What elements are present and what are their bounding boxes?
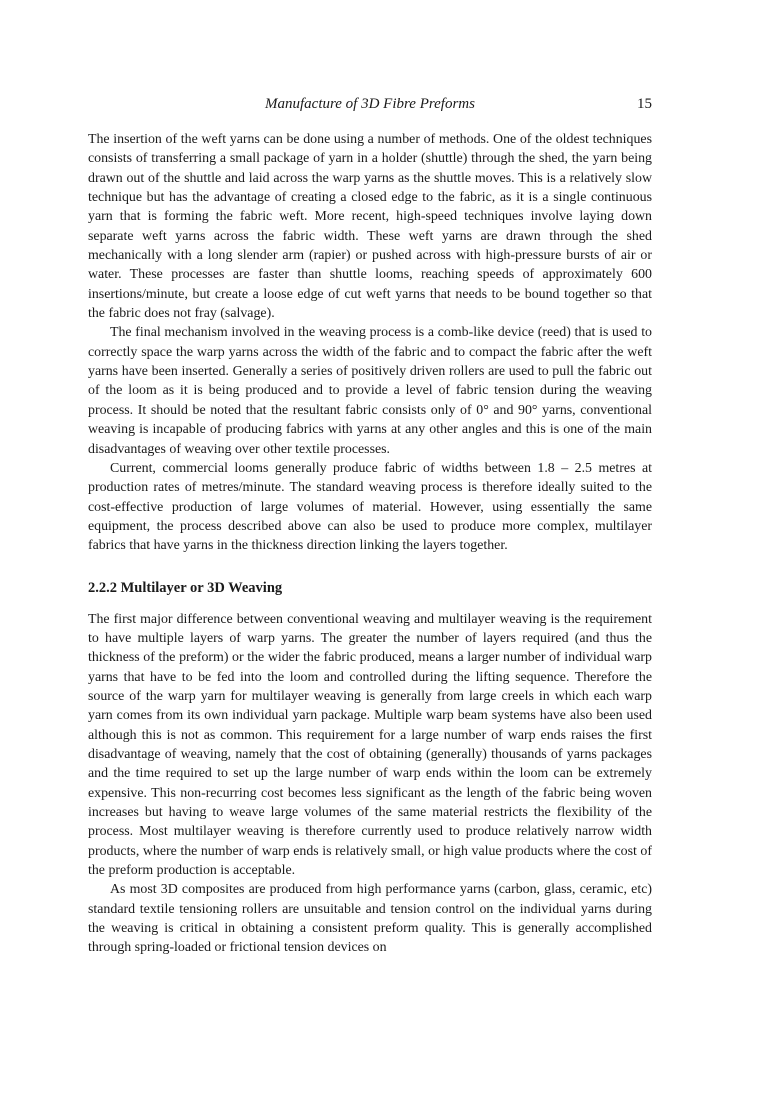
running-title: Manufacture of 3D Fibre Preforms: [265, 96, 475, 112]
paragraph-weft-insertion: The insertion of the weft yarns can be done using a number of methods. One of the oldest techniques consists of transferring a small package of yarn in a holder (shuttle) through the shed, the yarn being drawn out of the shuttle and laid across the warp yarns as the shuttle moves. This is a relatively slow technique but has the advantage of creating a closed edge to the fabric, as it is a single continuous yarn that is forming the fabric weft. More recent, high-speed techniques involve laying down separate weft yarns across the fabric width. These weft yarns are drawn through the shed mechanically with a long slender arm (rapier) or pushed across with high-pressure bursts of air or water. These processes are faster than shuttle looms, reaching speeds of approximately 600 insertions/minute, but create a loose edge of cut weft yarns that needs to be bound together so that the fabric does not fray (salvage).: [88, 132, 652, 322]
running-header: [88, 96, 652, 116]
paragraph-multilayer-difference: The first major difference between conventional weaving and multilayer weaving is the requirement to have multiple layers of warp yarns. The greater the number of layers required (and thus the thickness of the preform) or the wider the fabric produced, means a larger number of individual warp yarns that have to be fed into the loom and controlled during the lifting sequence. Therefore the source of the warp yarn for multilayer weaving is generally from large creels in which each warp yarn comes from its own individual yarn package. Multiple warp beam systems have also been used although this is not as common. This requirement for a large number of warp ends raises the first disadvantage of weaving, namely that the cost of obtaining (generally) thousands of yarns packages and the time required to set up the large number of warp ends within the loom can be extremely expensive. This non-recurring cost becomes less significant as the length of the fabric being woven increases but having to weave large volumes of the same material restricts the flexibility of the process. Most multilayer weaving is therefore currently used to produce relatively narrow width products, where the number of warp ends is relatively small, or high value products where the cost of the preform production is acceptable.: [88, 611, 652, 879]
paragraph-commercial-looms: Current, commercial looms generally produce fabric of widths between 1.8 – 2.5 metres at production rates of metres/minute. The standard weaving process is therefore ideally suited to the cost-effective production of large volumes of material. However, using essentially the same equipment, the process described above can also be used to produce more complex, multilayer fabrics that have yarns in the thickness direction linking the layers together.: [88, 460, 652, 554]
book-page: [88, 96, 652, 958]
paragraph-reed-mechanism: The final mechanism involved in the weaving process is a comb-like device (reed) that is used to correctly space the warp yarns across the width of the fabric and to compact the fabric after the weft yarns have been inserted. Generally a series of positively driven rollers are used to pull the fabric out of the loom as it is being produced and to provide a level of fabric tension during the weaving process. It should be noted that the resultant fabric consists only of 0° and 90° yarns, conventional weaving is incapable of producing fabrics with yarns at any other angles and this is one of the main disadvantages of weaving over other textile processes.: [88, 325, 652, 457]
page-number: 15: [637, 96, 652, 112]
paragraph-tension-control: As most 3D composites are produced from high performance yarns (carbon, glass, ceramic, etc) standard textile tensioning rollers are unsuitable and tension control on the individual yarns during the weaving is critical in obtaining a consistent preform quality. This is generally accomplished through spring-loaded or frictional tension devices on: [88, 882, 652, 956]
section-heading: 2.2.2 Multilayer or 3D Weaving: [88, 579, 283, 596]
